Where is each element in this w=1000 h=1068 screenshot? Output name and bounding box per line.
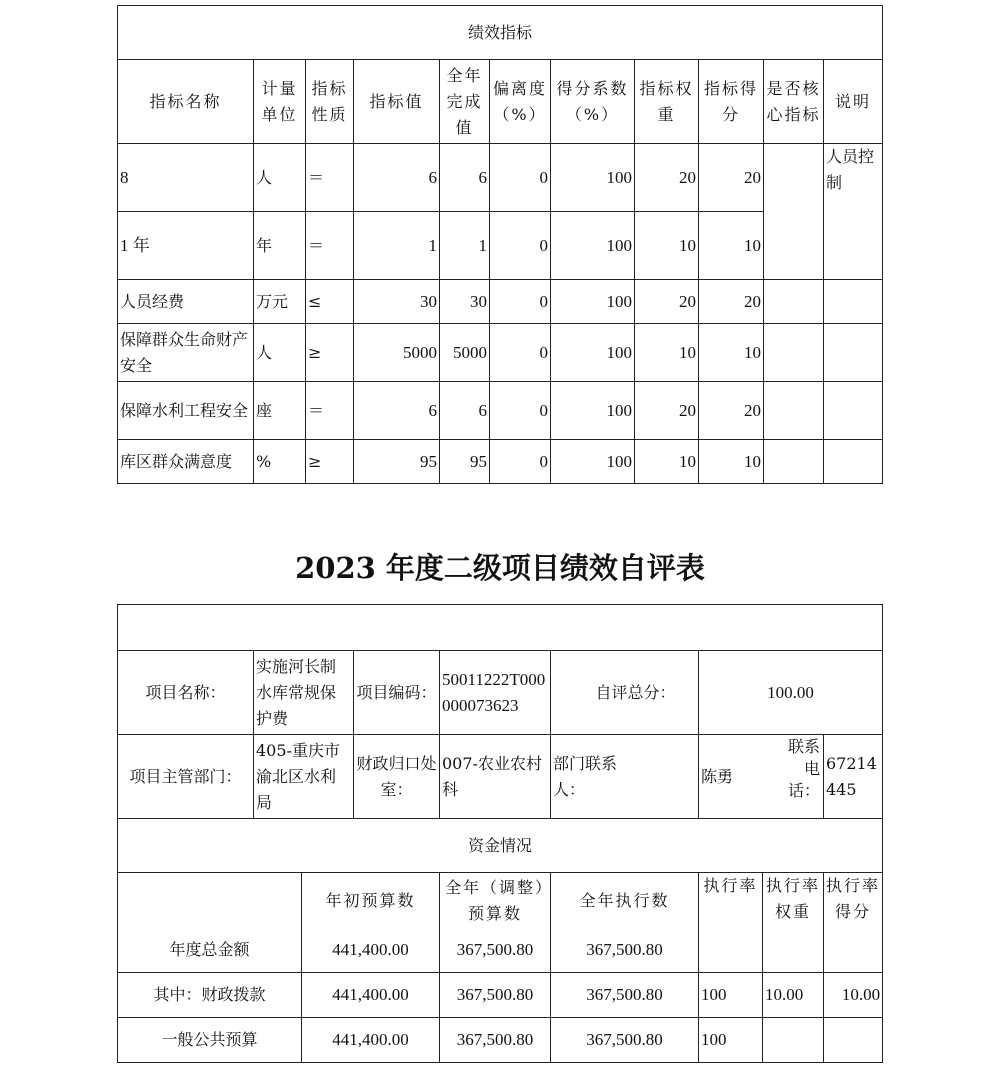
deviation: 0 <box>490 280 551 324</box>
funds-rate: 100 <box>699 1018 763 1063</box>
table-row <box>118 440 883 484</box>
funds-rate-weight: 10.00 <box>763 973 824 1018</box>
score: 10 <box>699 324 764 382</box>
self-score: 100.00 <box>699 651 883 735</box>
project-code-label: 项目编码： <box>354 651 440 735</box>
deviation: 0 <box>490 144 551 212</box>
weight: 10 <box>635 324 699 382</box>
funds-header-rate: 执行率 <box>699 873 763 929</box>
weight: 20 <box>635 144 699 212</box>
weight: 20 <box>635 382 699 440</box>
section-title: 绩效指标 <box>118 6 883 60</box>
funds-initial: 441,400.00 <box>302 973 440 1018</box>
score: 20 <box>699 280 764 324</box>
indicator-name: 1 年 <box>118 212 254 280</box>
unit: 座 <box>254 382 306 440</box>
nature: ≥ <box>306 440 354 484</box>
funds-initial: 441,400.00 <box>302 929 440 973</box>
funds-header-executed: 全年执行数 <box>551 873 699 929</box>
col-header-core: 是否核心指标 <box>764 60 824 144</box>
target: 5000 <box>354 324 440 382</box>
actual: 6 <box>440 144 490 212</box>
actual: 30 <box>440 280 490 324</box>
deviation: 0 <box>490 324 551 382</box>
target: 6 <box>354 144 440 212</box>
target: 30 <box>354 280 440 324</box>
note: 人员控制 <box>824 144 883 280</box>
target: 1 <box>354 212 440 280</box>
finance-label: 财政归口处室： <box>354 735 440 819</box>
funds-title: 资金情况 <box>118 819 883 873</box>
col-header-note: 说明 <box>824 60 883 144</box>
funds-adjusted: 367,500.80 <box>440 929 551 973</box>
actual: 5000 <box>440 324 490 382</box>
funds-row-label: 一般公共预算 <box>118 1018 302 1063</box>
coef: 100 <box>551 280 635 324</box>
unit: % <box>254 440 306 484</box>
indicator-name: 8 <box>118 144 254 212</box>
core <box>764 280 824 324</box>
unit: 人 <box>254 144 306 212</box>
funds-rate-score <box>824 929 883 973</box>
unit: 万元 <box>254 280 306 324</box>
nature: ＝ <box>306 382 354 440</box>
target: 95 <box>354 440 440 484</box>
note <box>824 280 883 324</box>
phone-label: 联系电话： <box>787 737 820 800</box>
col-header-score: 指标得分 <box>699 60 764 144</box>
col-header-indicator-name: 指标名称 <box>118 60 254 144</box>
funds-initial: 441,400.00 <box>302 1018 440 1063</box>
table-row <box>118 973 883 1018</box>
actual: 1 <box>440 212 490 280</box>
indicator-name: 库区群众满意度 <box>118 440 254 484</box>
dept: 405-重庆市渝北区水利局 <box>254 735 354 819</box>
weight: 10 <box>635 440 699 484</box>
funds-row-label: 年度总金额 <box>118 929 302 973</box>
contact: 陈勇 <box>699 735 824 819</box>
funds-corner <box>118 873 302 929</box>
funds-header-initial: 年初预算数 <box>302 873 440 929</box>
col-header-nature: 指标性质 <box>306 60 354 144</box>
funds-adjusted: 367,500.80 <box>440 973 551 1018</box>
funds-executed: 367,500.80 <box>551 929 699 973</box>
score: 10 <box>699 440 764 484</box>
nature: ≥ <box>306 324 354 382</box>
actual: 6 <box>440 382 490 440</box>
weight: 20 <box>635 280 699 324</box>
col-header-actual: 全年完成值 <box>440 60 490 144</box>
table-row <box>118 929 883 973</box>
score: 20 <box>699 144 764 212</box>
project-name-label: 项目名称： <box>118 651 254 735</box>
funds-rate-weight <box>763 1018 824 1063</box>
funds-row-label: 其中：财政拨款 <box>118 973 302 1018</box>
note <box>824 324 883 382</box>
note <box>824 440 883 484</box>
funds-rate <box>699 929 763 973</box>
core <box>764 144 824 280</box>
funds-header-adjusted: 全年（调整）预算数 <box>440 873 551 929</box>
target: 6 <box>354 382 440 440</box>
funds-rate-weight <box>763 929 824 973</box>
funds-rate: 100 <box>699 973 763 1018</box>
note <box>824 382 883 440</box>
indicator-name: 保障群众生命财产安全 <box>118 324 254 382</box>
blank-header-row <box>118 605 883 651</box>
performance-indicators-table <box>117 5 883 484</box>
funds-executed: 367,500.80 <box>551 1018 699 1063</box>
contact-label: 部门联系人： <box>553 753 618 799</box>
col-header-target: 指标值 <box>354 60 440 144</box>
coef: 100 <box>551 324 635 382</box>
indicator-name: 人员经费 <box>118 280 254 324</box>
nature: ＝ <box>306 212 354 280</box>
table-row <box>118 1018 883 1063</box>
funds-adjusted: 367,500.80 <box>440 1018 551 1063</box>
project-self-evaluation-table <box>117 604 883 1063</box>
col-header-unit: 计量单位 <box>254 60 306 144</box>
coef: 100 <box>551 382 635 440</box>
score: 20 <box>699 382 764 440</box>
table-row <box>118 324 883 382</box>
funds-rate-score <box>824 1018 883 1063</box>
phone: 67214445 <box>826 753 877 799</box>
core <box>764 440 824 484</box>
unit: 年 <box>254 212 306 280</box>
table-row <box>118 144 883 212</box>
core <box>764 324 824 382</box>
project-code: 50011222T000000073623 <box>440 651 551 735</box>
unit: 人 <box>254 324 306 382</box>
deviation: 0 <box>490 382 551 440</box>
nature: ≤ <box>306 280 354 324</box>
coef: 100 <box>551 440 635 484</box>
funds-header-rate-score: 执行率得分 <box>824 873 883 929</box>
col-header-deviation: 偏离度（%） <box>490 60 551 144</box>
indicator-name: 保障水利工程安全 <box>118 382 254 440</box>
document-title: 2023 年度二级项目绩效自评表 <box>295 551 705 585</box>
weight: 10 <box>635 212 699 280</box>
col-header-coef: 得分系数（%） <box>551 60 635 144</box>
score: 10 <box>699 212 764 280</box>
dept-label: 项目主管部门： <box>118 735 254 819</box>
phone-cell <box>824 735 883 819</box>
funds-executed: 367,500.80 <box>551 973 699 1018</box>
funds-rate-score: 10.00 <box>824 973 883 1018</box>
col-header-weight: 指标权重 <box>635 60 699 144</box>
core <box>764 382 824 440</box>
table-row <box>118 382 883 440</box>
deviation: 0 <box>490 212 551 280</box>
table-row <box>118 280 883 324</box>
project-name: 实施河长制水库常规保护费 <box>254 651 354 735</box>
coef: 100 <box>551 144 635 212</box>
coef: 100 <box>551 212 635 280</box>
nature: ＝ <box>306 144 354 212</box>
actual: 95 <box>440 440 490 484</box>
funds-header-rate-weight: 执行率权重 <box>763 873 824 929</box>
self-score-label: 自评总分： <box>551 651 699 735</box>
finance: 007-农业农村科 <box>440 735 551 819</box>
contact-label-and-name <box>551 735 699 819</box>
deviation: 0 <box>490 440 551 484</box>
